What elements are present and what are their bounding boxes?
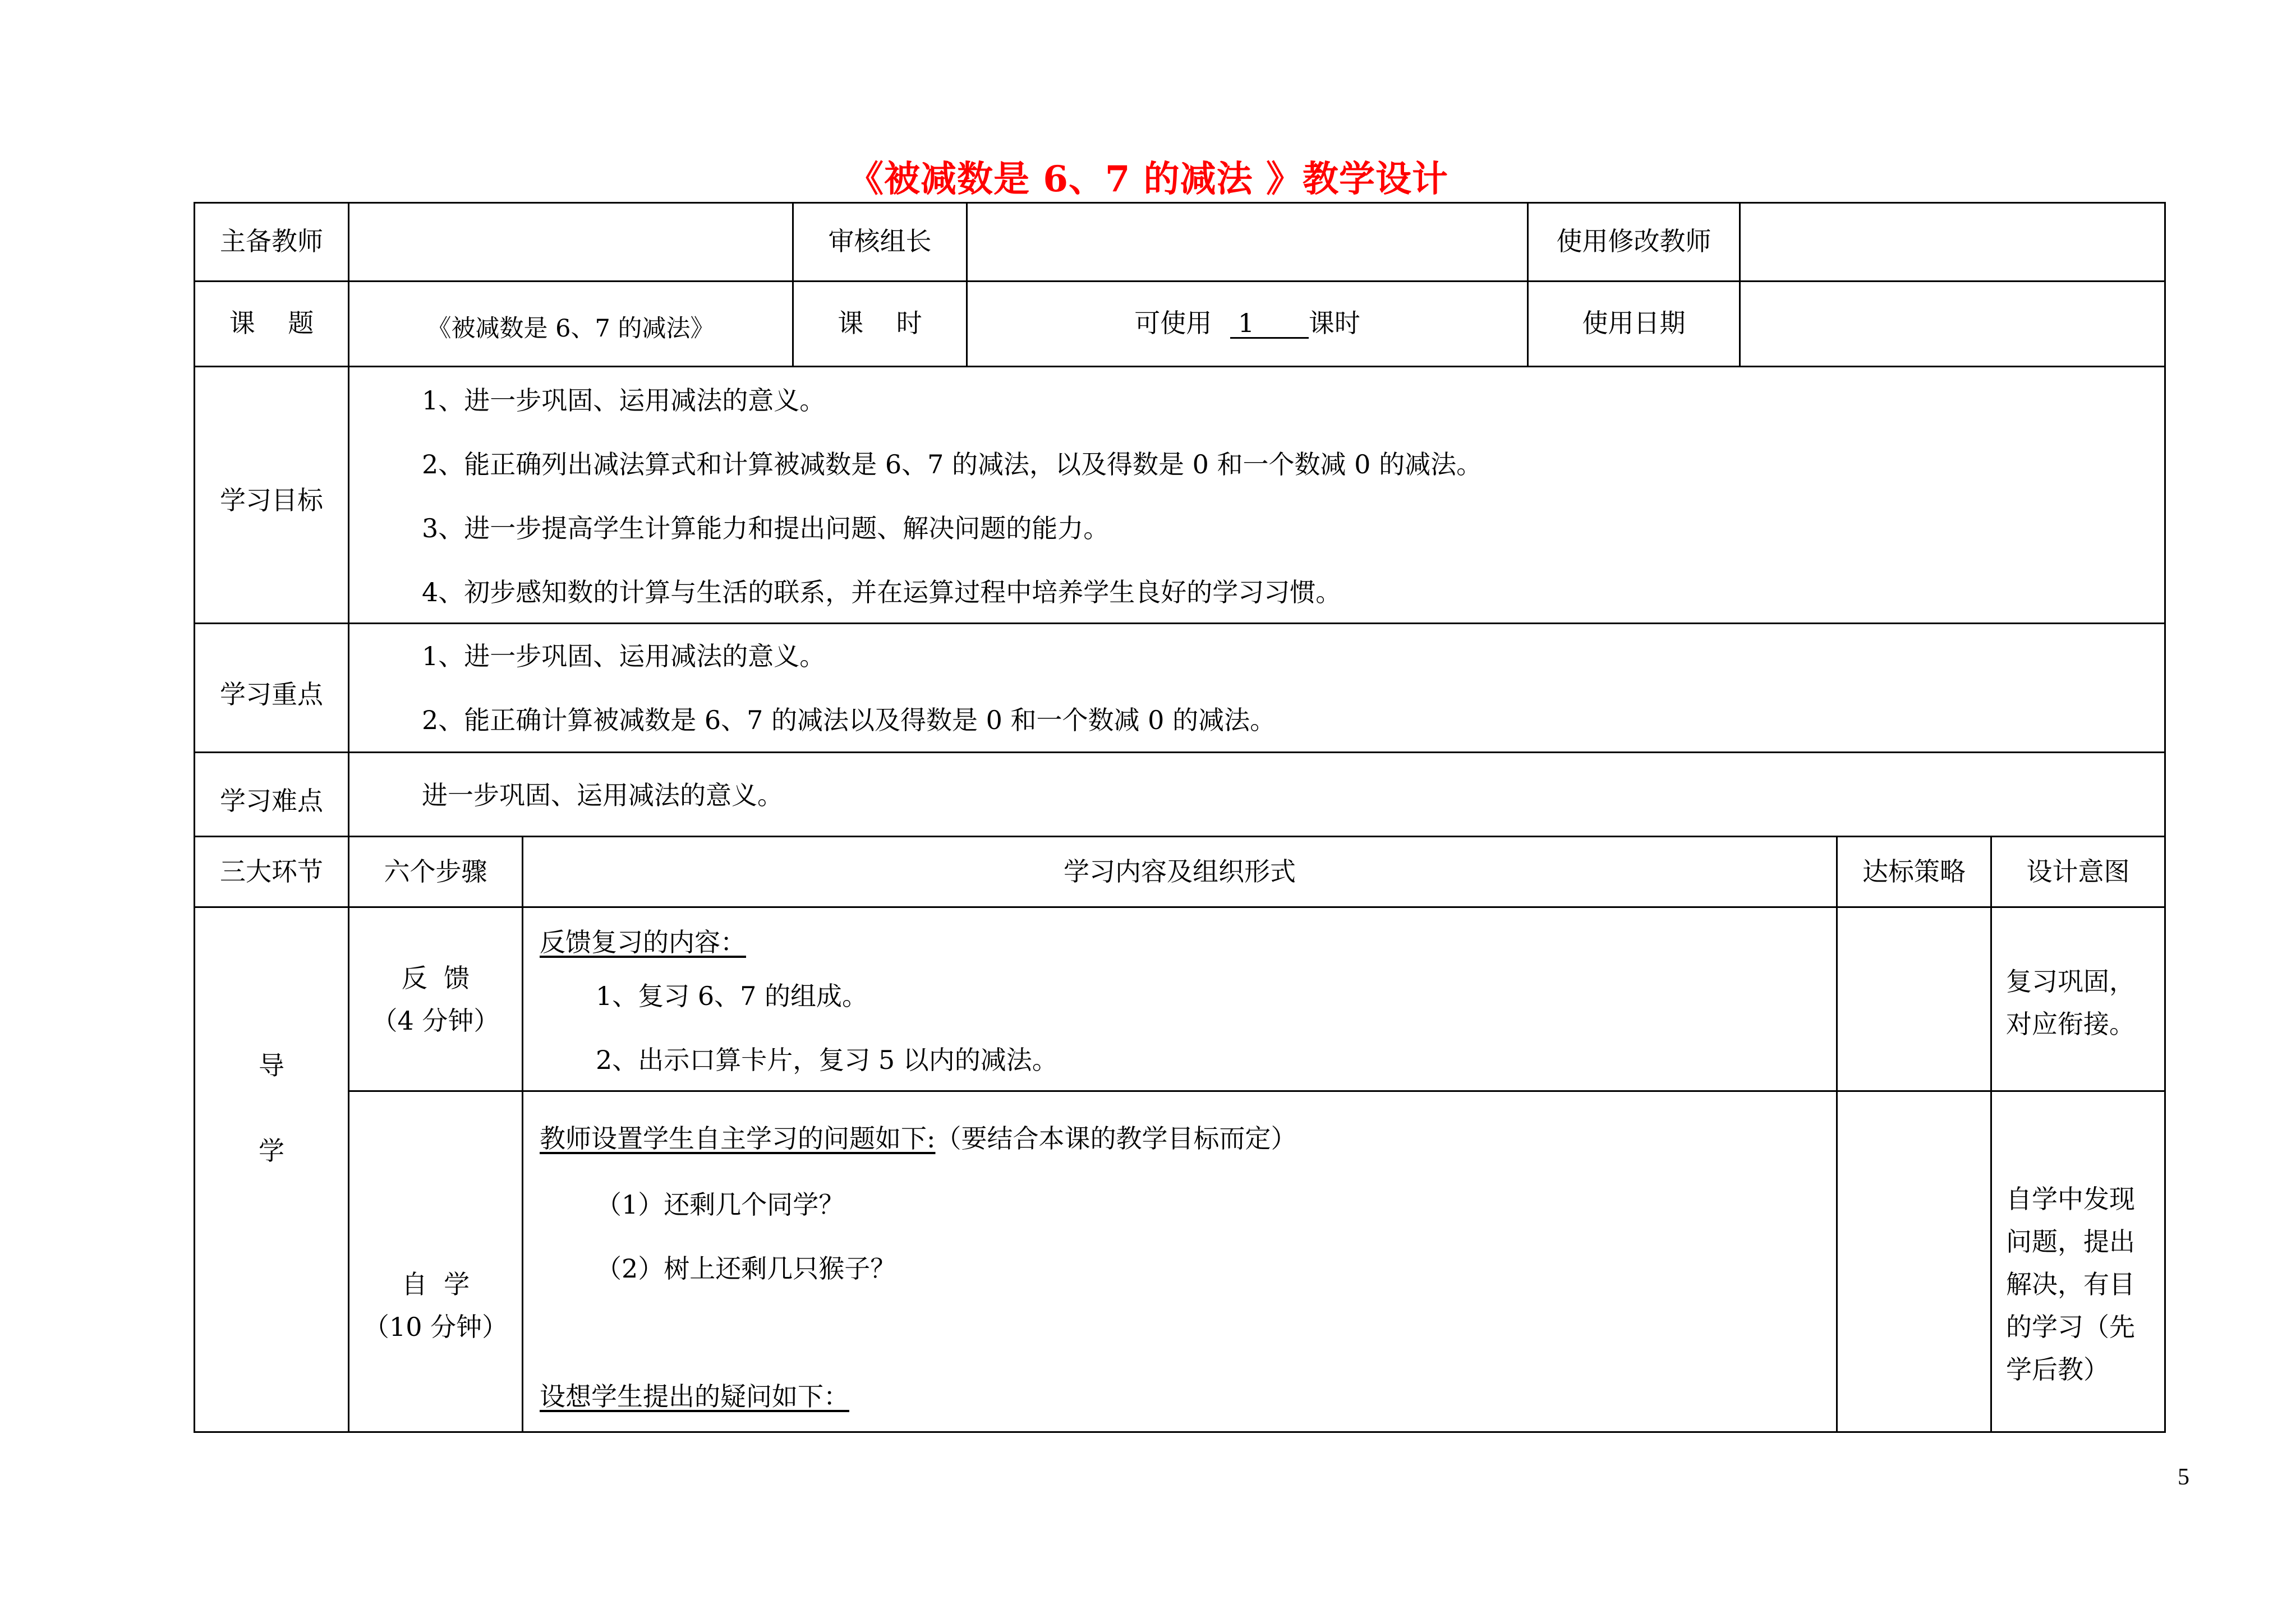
self-study-intent-line: 学后教）	[2006, 1354, 2109, 1385]
self-study-item: （1）还剩几个同学？	[596, 1189, 845, 1220]
topic-value: 《被减数是 6、7 的减法》	[427, 315, 715, 343]
feedback-item: 2、出示口算卡片，复习 5 以内的减法。	[596, 1045, 1058, 1075]
feedback-intent-line: 对应衔接。	[2006, 1009, 2135, 1039]
stage-guide-char: 导	[259, 1050, 284, 1081]
document-title: 《被减数是 6、7 的减法 》教学设计	[848, 158, 1448, 200]
feedback-item: 1、复习 6、7 的组成。	[596, 981, 868, 1011]
questions-heading: 设想学生提出的疑问如下：	[540, 1381, 849, 1412]
objective-item: 4、初步感知数的计算与生活的联系，并在运算过程中培养学生良好的学习习惯。	[422, 577, 1342, 607]
reviewer-label: 审核组长	[828, 226, 932, 256]
column-header-step: 六个步骤	[384, 856, 487, 887]
self-study-intent-line: 问题，提出	[2006, 1227, 2135, 1257]
stage-guide-char: 学	[259, 1136, 284, 1166]
self-study-intent-line: 解决，有目	[2006, 1269, 2135, 1299]
self-study-heading: 教师设置学生自主学习的问题如下:	[540, 1123, 936, 1154]
objectives-label: 学习目标	[220, 485, 323, 515]
period-prefix: 可使用	[1134, 308, 1212, 338]
difficulties-label: 学习难点	[220, 786, 323, 816]
self-study-heading-note: （要结合本课的教学目标而定）	[935, 1123, 1297, 1154]
editor-label: 使用修改教师	[1556, 226, 1711, 256]
self-study-step-time: （10 分钟）	[363, 1312, 508, 1342]
column-header-stage: 三大环节	[220, 856, 323, 887]
self-study-heading-line	[540, 1122, 1297, 1155]
objective-item: 1、进一步巩固、运用减法的意义。	[422, 385, 826, 416]
objective-item: 2、能正确列出减法算式和计算被减数是 6、7 的减法，以及得数是 0 和一个数减 0 的减法。	[422, 449, 1483, 479]
topic-label: 课 题	[229, 308, 314, 338]
period-suffix: 课时	[1308, 308, 1360, 338]
feedback-intent-line: 复习巩固，	[2006, 966, 2135, 997]
page-number: 5	[2178, 1464, 2189, 1490]
column-header-intent: 设计意图	[2026, 856, 2130, 887]
column-header-content: 学习内容及组织形式	[1064, 856, 1296, 887]
key-point-item: 1、进一步巩固、运用减法的意义。	[422, 641, 826, 671]
objective-item: 3、进一步提高学生计算能力和提出问题、解决问题的能力。	[422, 513, 1110, 543]
difficulties-text: 进一步巩固、运用减法的意义。	[422, 780, 783, 810]
period-value	[968, 306, 1527, 340]
self-study-item: （2）树上还剩几只猴子？	[596, 1253, 896, 1284]
date-label: 使用日期	[1582, 308, 1686, 338]
period-count: 1	[1230, 309, 1309, 339]
self-study-intent-line: 的学习（先	[2006, 1312, 2135, 1342]
lead-teacher-label: 主备教师	[220, 226, 323, 256]
feedback-step-name: 反 馈	[401, 963, 470, 993]
column-header-strategy: 达标策略	[1862, 856, 1966, 887]
self-study-intent-line: 自学中发现	[2006, 1184, 2135, 1214]
self-study-step-name: 自 学	[401, 1269, 470, 1299]
period-label: 课 时	[838, 308, 922, 338]
feedback-heading: 反馈复习的内容：	[540, 927, 746, 957]
feedback-step-time: （4 分钟）	[371, 1006, 500, 1036]
key-point-item: 2、能正确计算被减数是 6、7 的减法以及得数是 0 和一个数减 0 的减法。	[422, 705, 1276, 735]
key-points-label: 学习重点	[220, 679, 323, 709]
